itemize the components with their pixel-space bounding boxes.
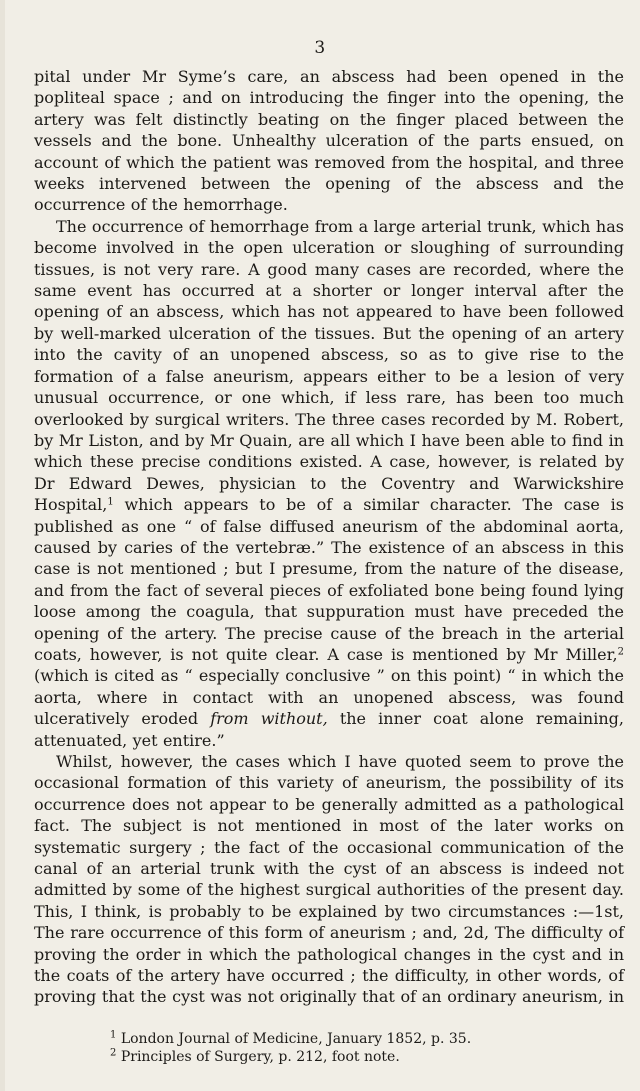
footnotes bbox=[110, 1030, 471, 1066]
page-edge bbox=[0, 0, 5, 1091]
footnote-text: Principles of Surgery, p. 212, foot note. bbox=[116, 1049, 400, 1065]
paragraph-3: Whilst, however, the cases which I have quoted seem to prove the occasional formation of this variety of aneurism, the possibility of its occurrence does not appear to be generally admitted as a pathological fact. The subject is not mentioned in most of the later works on systematic surgery ; the fact of the occasional communication of the canal of an arterial trunk with the cyst of an abscess is indeed not admitted by some of the highest surgical authorities of the present day. This, I think, is probably to be explained by two circumstances :—1st, The rare occurrence of this form of aneurism ; and, 2d, The difficulty of proving the order in which the pathological changes in the cyst and in the coats of the artery have occurred ; the difficulty, in other words, of proving that the cyst was not originally that of an ordinary aneurism, in bbox=[34, 752, 624, 1007]
footnote-ref-2: 2 bbox=[617, 646, 624, 658]
footnote-ref-1: 1 bbox=[107, 496, 114, 508]
paragraph-1: pital under Mr Syme’s care, an abscess had been opened in the popliteal space ; and on introducing the finger into the opening, the artery was felt distinctly beating on the finger placed between the vessels and the bone. Unhealthy ulceration of the parts ensued, on account of which the patient was removed from the hospital, and three weeks intervened between the opening of the abscess and the occurrence of the hemorrhage. bbox=[34, 67, 624, 215]
paragraph-2-text-d: the inner coat alone remaining, attenuated, yet entire.” bbox=[34, 709, 624, 750]
footnote-text: London Journal of Medicine, January 1852, p. 35. bbox=[116, 1031, 472, 1047]
paragraph-2-text-b: which appears to be of a similar character. The case is published as one “ of false diffused aneurism of the abdominal aorta, caused by caries of the vertebræ.” The existence of an abscess in this case is not mentioned ; but I presume, from the nature of the disease, and from the fact of several pieces of exfoliated bone being found lying loose among the coagula, that suppuration must have preceded the opening of the artery. The precise cause of the breach in the arterial coats, however, is not quite clear. A case is mentioned by Mr Miller, bbox=[34, 495, 624, 664]
footnote-marker: 1 bbox=[110, 1029, 117, 1041]
footnote-1 bbox=[110, 1030, 471, 1048]
footnote-2 bbox=[110, 1048, 471, 1066]
paragraph-2-text-a: The occurrence of hemorrhage from a large arterial trunk, which has become involved in the open ulceration or sloughing of surrounding tissues, is not very rare. A good many cases are recorded, where the same event has occurred at a shorter or longer interval after the opening of an abscess, which has not appeared to have been followed by well-marked ulceration of the tissues. But the opening of an artery into the cavity of an unopened abscess, so as to give rise to the formation of a false aneurism, appears either to be a lesion of very unusual occurrence, or one which, if less rare, has been too much overlooked by surgical writers. The three cases recorded by M. Robert, by Mr Liston, and by Mr Quain, are all which I have been able to find in which these precise conditions existed. A case, however, is related by Dr Edward Dewes, physician to the Coventry and Warwickshire Hospital, bbox=[34, 216, 624, 515]
footnote-marker: 2 bbox=[110, 1047, 117, 1059]
paragraph-2-text-c: (which is cited as “ especially conclusive ” on this point) “ in which the aorta, where in contact with an unopened abscess, was found ulceratively eroded bbox=[34, 666, 624, 729]
italic-emphasis: from without, bbox=[210, 709, 328, 729]
paragraph-2 bbox=[34, 216, 624, 751]
body-text bbox=[34, 66, 624, 1008]
page-number: 3 bbox=[314, 38, 326, 58]
